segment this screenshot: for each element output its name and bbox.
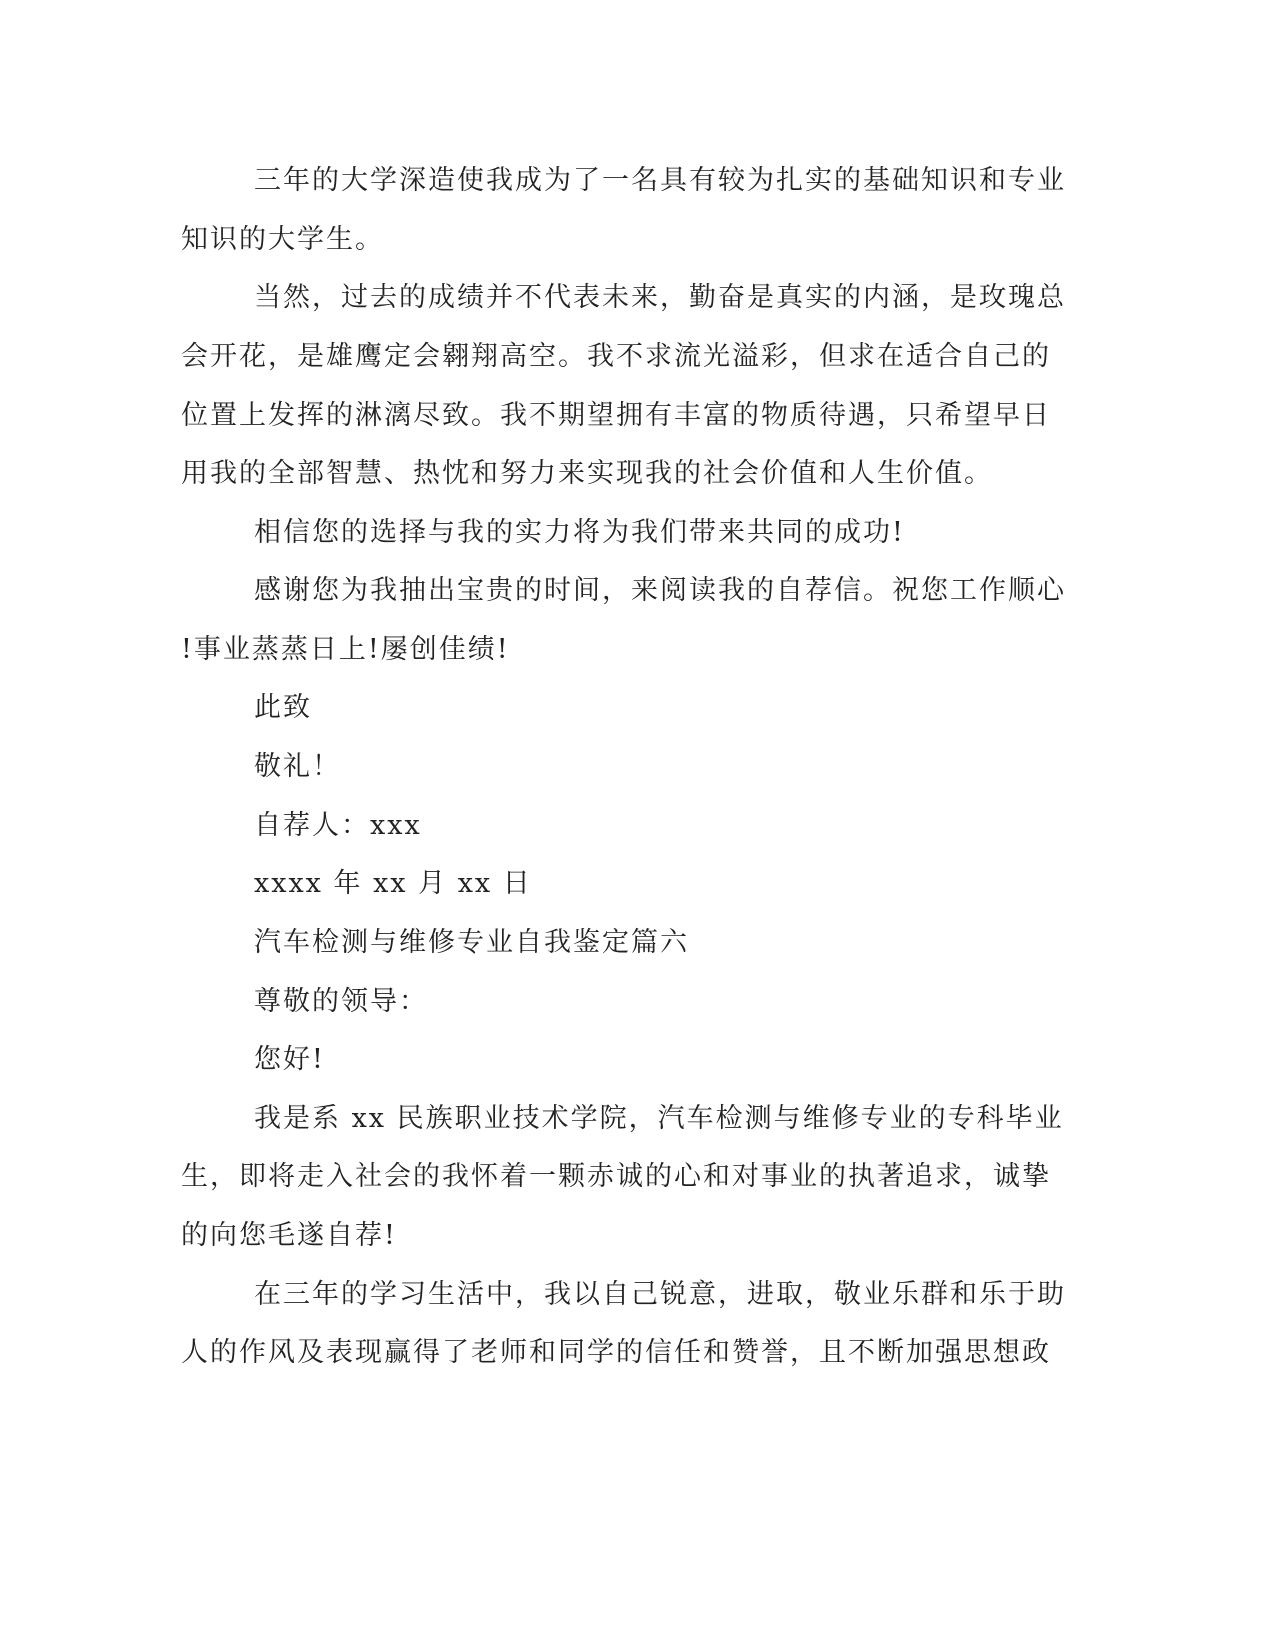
paragraph-line: 我是系 xx 民族职业技术学院，汽车检测与维修专业的专科毕业: [254, 1103, 1064, 1134]
paragraph-line: !事业蒸蒸日上!屡创佳绩!: [181, 634, 510, 665]
date-line: xxxx 年 xx 月 xx 日: [254, 868, 532, 899]
paragraph-line: 人的作风及表现赢得了老师和同学的信任和赞誉，且不断加强思想政: [181, 1337, 1051, 1368]
paragraph-line: 感谢您为我抽出宝贵的时间，来阅读我的自荐信。祝您工作顺心: [254, 575, 1066, 606]
paragraph-line: 生，即将走入社会的我怀着一颗赤诚的心和对事业的执著追求，诚挚: [181, 1161, 1051, 1192]
paragraph-line: 当然，过去的成绩并不代表未来，勤奋是真实的内涵，是玫瑰总: [254, 282, 1066, 313]
greeting-line: 尊敬的领导：: [254, 986, 428, 1017]
paragraph-line: 相信您的选择与我的实力将为我们带来共同的成功!: [254, 517, 905, 548]
signature-line: 自荐人：xxx: [254, 810, 422, 841]
paragraph-line: 会开花，是雄鹰定会翱翔高空。我不求流光溢彩，但求在适合自己的: [181, 341, 1051, 372]
paragraph-line: 的向您毛遂自荐!: [181, 1220, 397, 1251]
paragraph-line: 知识的大学生。: [181, 224, 384, 255]
section-heading: 汽车检测与维修专业自我鉴定篇六: [254, 927, 689, 958]
closing-line: 此致: [254, 692, 312, 723]
paragraph-line: 位置上发挥的淋漓尽致。我不期望拥有丰富的物质待遇，只希望早日: [181, 400, 1051, 431]
salutation-line: 敬礼！: [254, 751, 341, 782]
greeting-line: 您好!: [254, 1044, 325, 1075]
paragraph-line: 三年的大学深造使我成为了一名具有较为扎实的基础知识和专业: [254, 165, 1066, 196]
paragraph-line: 用我的全部智慧、热忱和努力来实现我的社会价值和人生价值。: [181, 458, 993, 489]
paragraph-line: 在三年的学习生活中，我以自己锐意，进取，敬业乐群和乐于助: [254, 1279, 1066, 1310]
